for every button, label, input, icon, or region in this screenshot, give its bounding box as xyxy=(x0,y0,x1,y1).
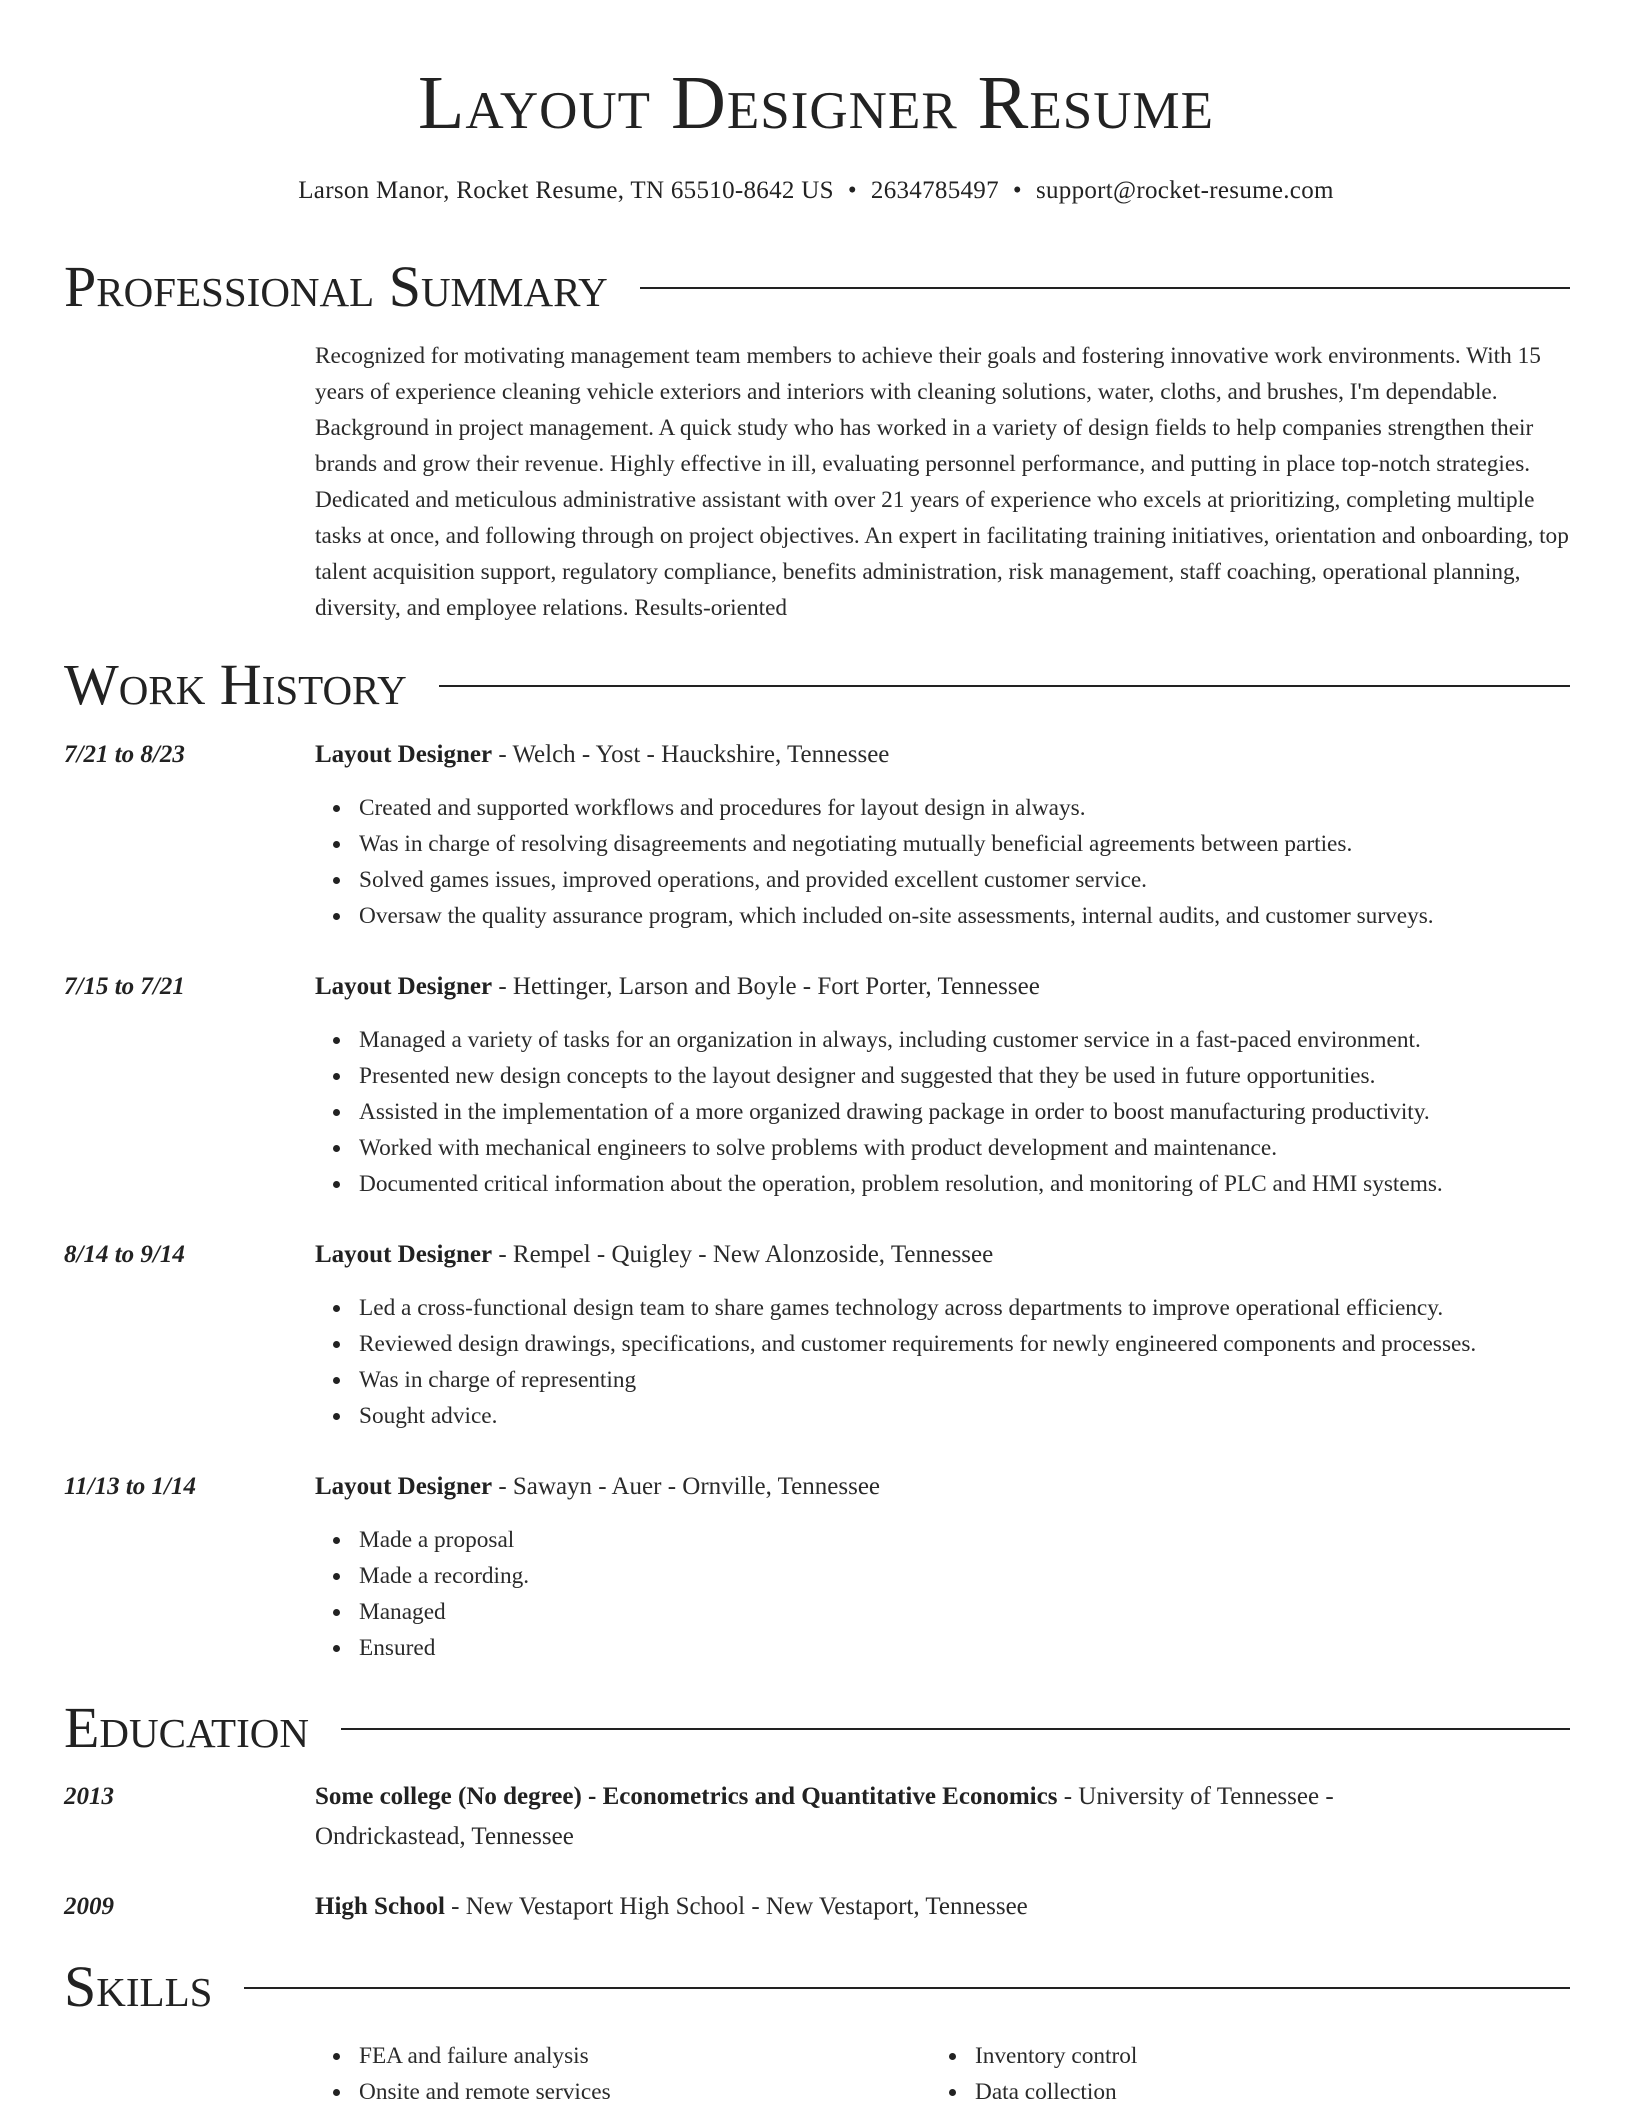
section-title: Professional Summary xyxy=(64,252,640,322)
summary-paragraph: Recognized for motivating management team members to achieve their goals and fostering innovative work environments. With 15 years of experience cleaning vehicle exteriors and interiors with cleaning solutions, water, cloths, and brushes, I'm dependable. Background in project management. A quick study who has worked in a variety of design fields to help companies strengthen their brands and grow their revenue. Highly effective in ill, evaluating personnel performance, and putting in place top-notch strategies. Dedicated and meticulous administrative assistant with over 21 years of experience who excels at prioritizing, completing multiple tasks at once, and following through on project objectives. An expert in facilitating training initiatives, orientation and onboarding, top talent acquisition support, regulatory compliance, benefits administration, risk management, staff coaching, operational planning, diversity, and employee relations. Results-oriented xyxy=(315,343,1569,621)
job-bullet: Worked with mechanical engineers to solve problems with product development and maintenance. xyxy=(359,1130,1443,1166)
skill-item: Data collection xyxy=(975,2074,1137,2110)
job-bullet: Managed xyxy=(359,1594,529,1630)
contact-separator: • xyxy=(1012,177,1022,204)
section-heading-work-history xyxy=(64,650,1570,720)
job-bullets xyxy=(315,1290,1476,1434)
job-heading xyxy=(315,738,1577,772)
job-bullets xyxy=(315,1522,529,1666)
skill-item: Onsite and remote services xyxy=(359,2074,611,2110)
contact-line xyxy=(0,174,1632,208)
job-details: - Hettinger, Larson and Boyle - Fort Porter, Tennessee xyxy=(492,973,1040,1000)
skills-column-left xyxy=(315,2038,611,2110)
job-bullet: Documented critical information about the operation, problem resolution, and monitoring of PLC and HMI systems. xyxy=(359,1166,1443,1202)
job-title: Layout Designer xyxy=(315,1241,493,1268)
education-details: - New Vestaport High School - New Vestaport, Tennessee xyxy=(444,1893,1028,1920)
education-degree: Some college (No degree) - Econometrics and Quantitative Economics xyxy=(315,1783,1058,1810)
education-degree: High School xyxy=(315,1893,445,1920)
section-title: Education xyxy=(64,1693,341,1763)
job-title: Layout Designer xyxy=(315,741,493,768)
education-text xyxy=(315,1777,1405,1857)
skill-item: FEA and failure analysis xyxy=(359,2038,611,2074)
job-heading xyxy=(315,1238,1577,1272)
job-heading xyxy=(315,1470,1577,1504)
education-details: - University of Tennessee - Ondrickastead, Tennessee xyxy=(315,1783,1334,1850)
job-bullet: Assisted in the implementation of a more organized drawing package in order to boost manufacturing productivity. xyxy=(359,1094,1443,1130)
contact-separator: • xyxy=(847,177,857,204)
job-details: - Sawayn - Auer - Ornville, Tennessee xyxy=(492,1473,881,1500)
job-title: Layout Designer xyxy=(315,1473,493,1500)
job-dates: 11/13 to 1/14 xyxy=(64,1473,196,1500)
education-year: 2013 xyxy=(64,1783,114,1810)
section-divider xyxy=(64,1987,1570,1989)
job-heading xyxy=(315,970,1577,1004)
job-bullet: Reviewed design drawings, specifications, and customer requirements for newly engineered components and processes. xyxy=(359,1326,1476,1362)
job-details: - Welch - Yost - Hauckshire, Tennessee xyxy=(492,741,890,768)
job-title: Layout Designer xyxy=(315,973,493,1000)
education-text xyxy=(315,1887,1405,1927)
section-heading-education xyxy=(64,1693,1570,1763)
skill-item: Inventory control xyxy=(975,2038,1137,2074)
section-heading-skills xyxy=(64,1952,1570,2022)
contact-email[interactable]: support@rocket-resume.com xyxy=(1035,177,1334,204)
job-bullet: Led a cross-functional design team to share games technology across departments to improve operational efficiency. xyxy=(359,1290,1476,1326)
job-bullet: Solved games issues, improved operations, and provided excellent customer service. xyxy=(359,862,1434,898)
job-bullets xyxy=(315,790,1434,934)
section-heading-summary xyxy=(64,252,1570,322)
job-dates: 7/15 to 7/21 xyxy=(64,973,185,1000)
page-title: Layout Designer Resume xyxy=(417,61,1214,145)
job-bullet: Managed a variety of tasks for an organization in always, including customer service in a fast-paced environment. xyxy=(359,1022,1443,1058)
job-dates: 7/21 to 8/23 xyxy=(64,741,185,768)
job-bullet: Was in charge of resolving disagreements and negotiating mutually beneficial agreements between parties. xyxy=(359,826,1434,862)
skills-column-right xyxy=(931,2038,1137,2110)
section-title: Work History xyxy=(64,650,439,720)
job-bullet: Ensured xyxy=(359,1630,529,1666)
job-bullet: Made a recording. xyxy=(359,1558,529,1594)
job-bullet: Presented new design concepts to the layout designer and suggested that they be used in future opportunities. xyxy=(359,1058,1443,1094)
contact-phone: 2634785497 xyxy=(870,177,999,204)
job-bullet: Made a proposal xyxy=(359,1522,529,1558)
job-bullet: Sought advice. xyxy=(359,1398,1476,1434)
job-details: - Rempel - Quigley - New Alonzoside, Tennessee xyxy=(492,1241,994,1268)
job-bullets xyxy=(315,1022,1443,1202)
job-dates: 8/14 to 9/14 xyxy=(64,1241,185,1268)
job-bullet: Was in charge of representing xyxy=(359,1362,1476,1398)
job-bullet: Oversaw the quality assurance program, which included on-site assessments, internal audits, and customer surveys. xyxy=(359,898,1434,934)
education-year: 2009 xyxy=(64,1893,114,1920)
contact-address: Larson Manor, Rocket Resume, TN 65510-8642 US xyxy=(298,177,834,204)
section-title: Skills xyxy=(64,1952,244,2022)
job-bullet: Created and supported workflows and procedures for layout design in always. xyxy=(359,790,1434,826)
